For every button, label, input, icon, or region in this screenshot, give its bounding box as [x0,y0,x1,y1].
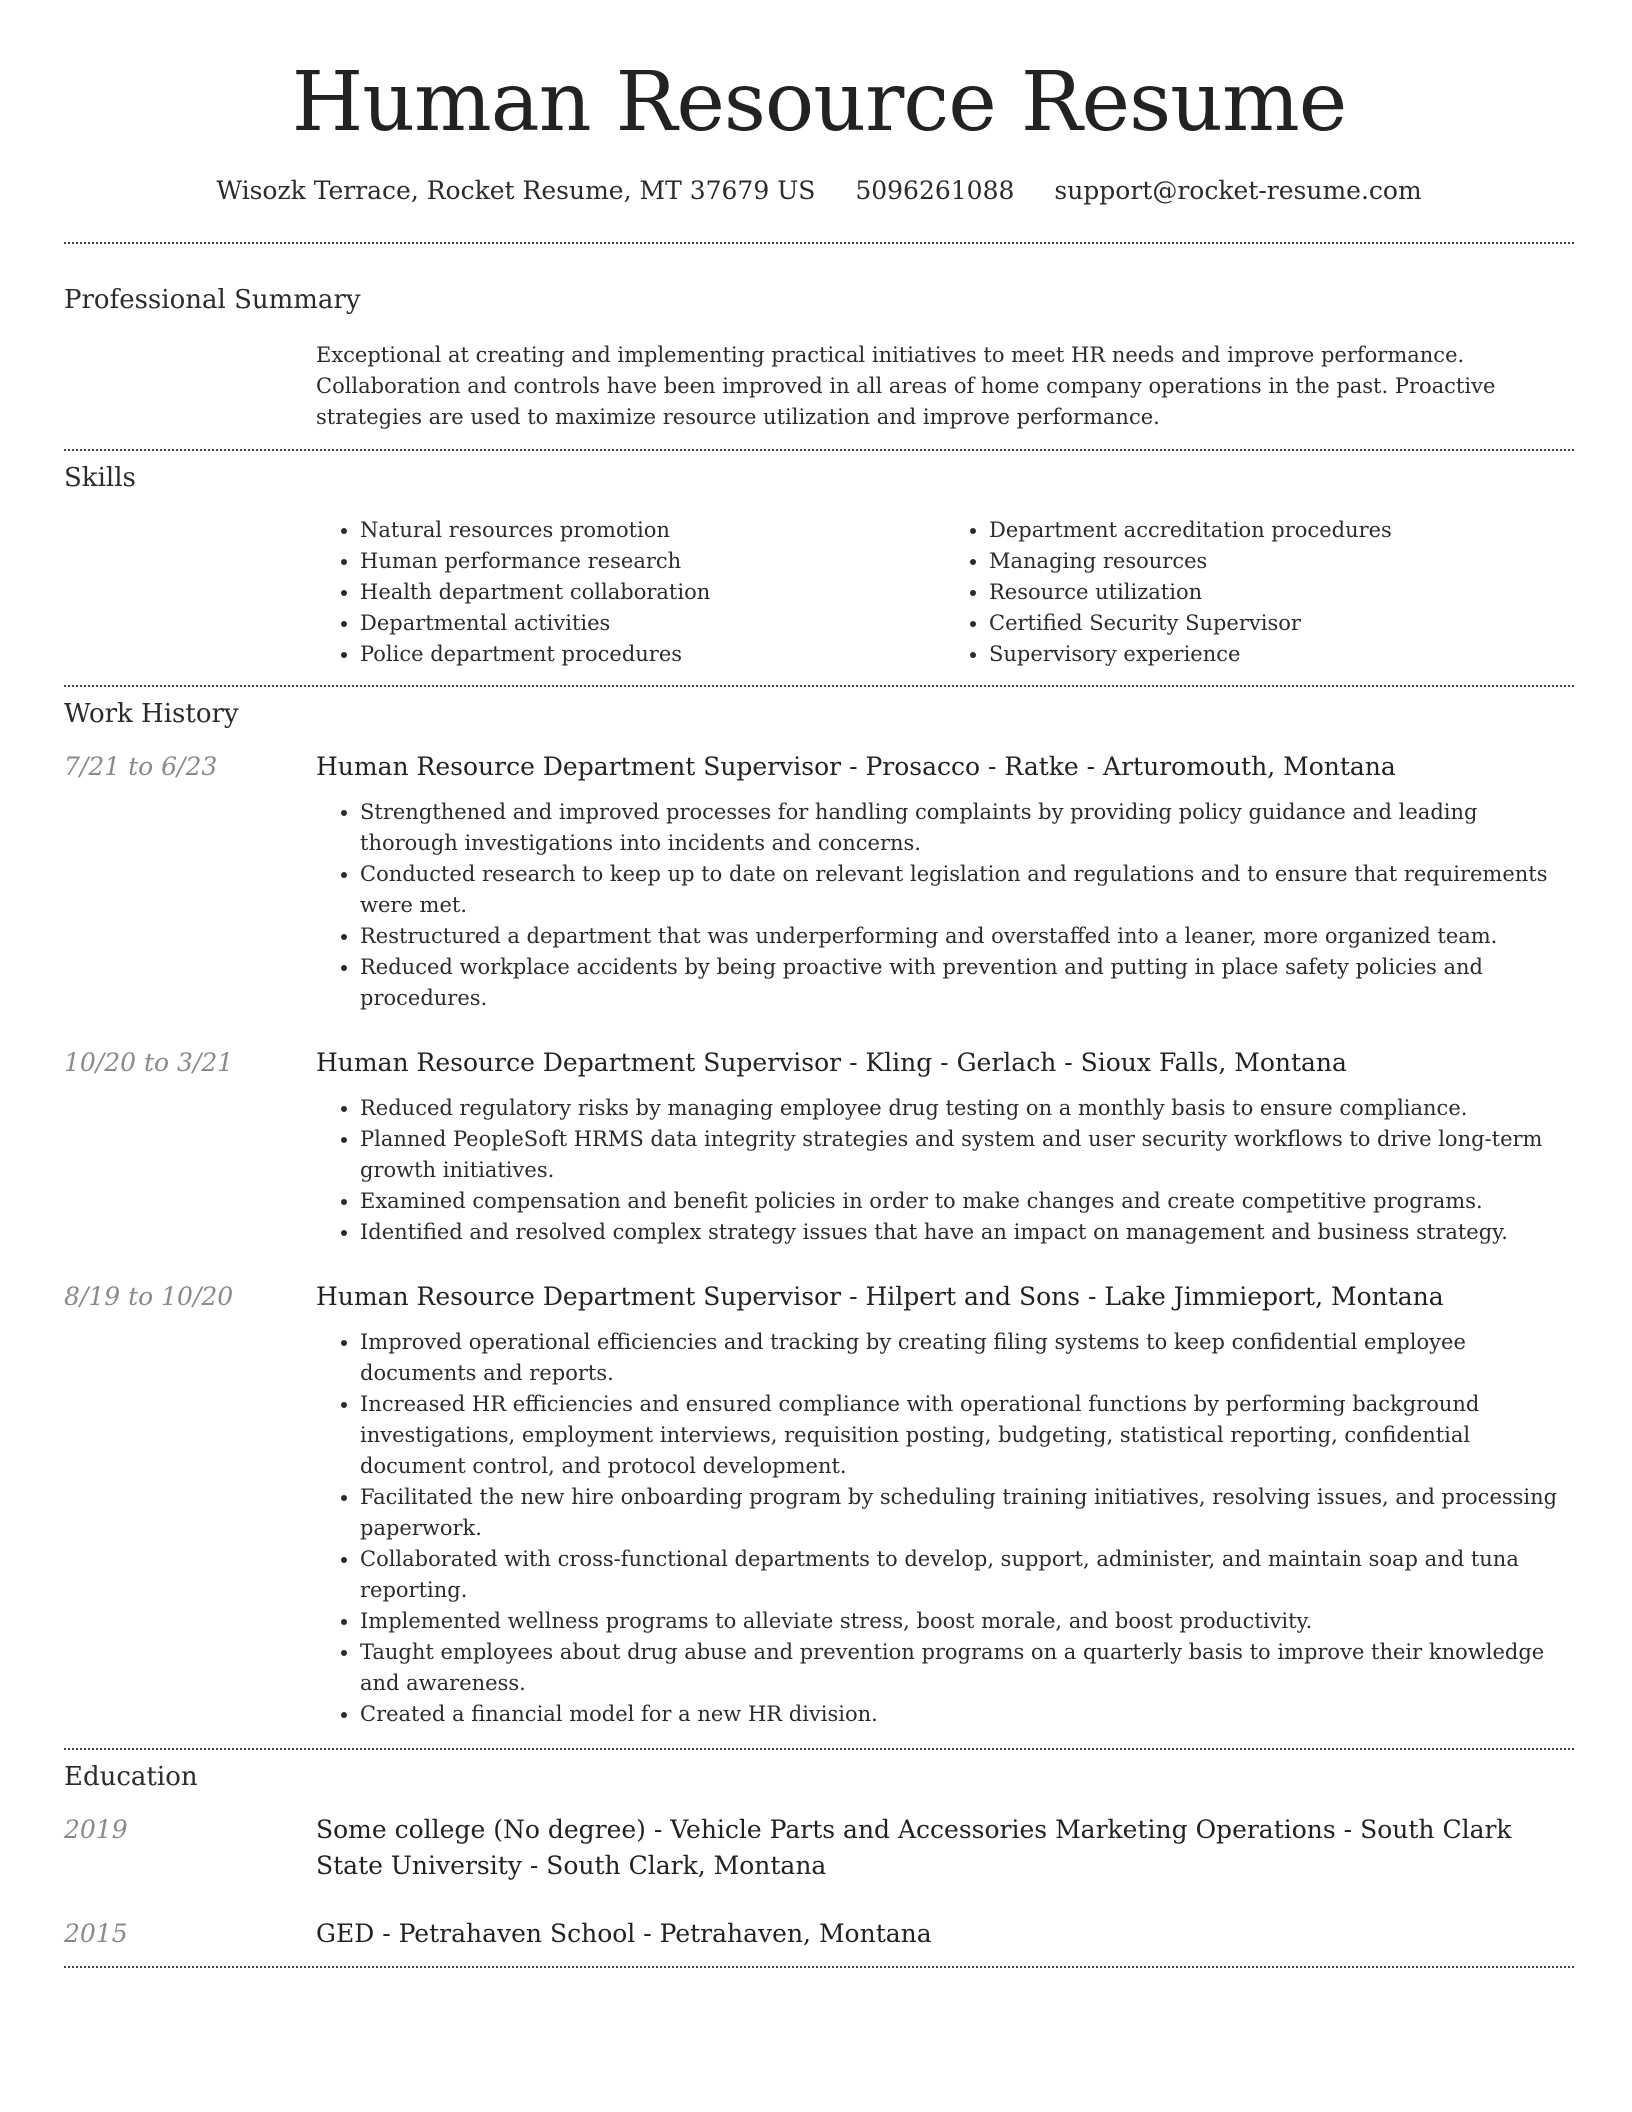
contact-phone: 5096261088 [855,176,1015,205]
resume-title: Human Resource Resume [291,55,1347,150]
job-dates: 8/19 to 10/20 [64,1282,234,1311]
education-year: 2019 [64,1815,128,1844]
list-item: • Conducted research to keep up to date on relevant legislation and regulations and to ensure that requirements were met. [360,859,1574,921]
list-item: • Facilitated the new hire onboarding program by scheduling training initiatives, resolving issues, and processing paperwork. [360,1482,1574,1544]
summary-section [316,340,1574,433]
list-item: • Natural resources promotion [360,515,945,546]
job-header [64,1279,1574,1315]
list-item: • Department accreditation procedures [989,515,1574,546]
job-title: Human Resource Department Supervisor - Kling - Gerlach - Sioux Falls, Montana [316,1048,1347,1077]
divider [64,242,1574,244]
list-item: • Increased HR efficiencies and ensured compliance with operational functions by performing background investigations, employment interviews, requisition posting, budgeting, statistical reporting, confidential document control, and protocol development. [360,1389,1574,1482]
list-item: • Reduced workplace accidents by being proactive with prevention and putting in place safety policies and procedures. [360,952,1574,1014]
list-item: • Resource utilization [989,577,1574,608]
skills-list-left [316,515,945,670]
list-item: • Certified Security Supervisor [989,608,1574,639]
education-entry [64,1812,1574,1884]
job-bullets [316,797,1574,1014]
resume-page [64,0,1574,1968]
contact-email: support@rocket-resume.com [1054,176,1422,205]
job-bullets [316,1327,1574,1730]
divider [64,685,1574,687]
job-header [64,1045,1574,1081]
list-item: • Managing resources [989,546,1574,577]
job-entry [64,1279,1574,1730]
contact-line [64,176,1574,205]
list-item: • Departmental activities [360,608,945,639]
list-item: • Health department collaboration [360,577,945,608]
list-item: • Improved operational efficiencies and tracking by creating filing systems to keep confidential employee documents and reports. [360,1327,1574,1389]
education-text: GED - Petrahaven School - Petrahaven, Montana [316,1919,932,1948]
divider [64,1748,1574,1750]
job-bullets [316,1093,1574,1248]
summary-text: Exceptional at creating and implementing practical initiatives to meet HR needs and improve performance. Collaboration and controls have been improved in all areas of home company operations in the past. Proactive strategies are used to maximize resource utilization and improve performance. [316,343,1496,429]
education-year: 2015 [64,1919,128,1948]
list-item: • Reduced regulatory risks by managing employee drug testing on a monthly basis to ensure compliance. [360,1093,1574,1124]
job-entry [64,1045,1574,1248]
job-title: Human Resource Department Supervisor - Hilpert and Sons - Lake Jimmieport, Montana [316,1282,1444,1311]
list-item: • Examined compensation and benefit policies in order to make changes and create competitive programs. [360,1186,1574,1217]
job-dates: 10/20 to 3/21 [64,1048,234,1077]
job-dates: 7/21 to 6/23 [64,752,218,781]
list-item: • Planned PeopleSoft HRMS data integrity strategies and system and user security workflows to drive long-term growth initiatives. [360,1124,1574,1186]
list-item: • Strengthened and improved processes for handling complaints by providing policy guidance and leading thorough investigations into incidents and concerns. [360,797,1574,859]
skills-list-right [945,515,1574,670]
list-item: • Police department procedures [360,639,945,670]
skills-section [316,515,1574,670]
work-heading: Work History [64,699,239,729]
list-item: • Human performance research [360,546,945,577]
list-item: • Implemented wellness programs to alleviate stress, boost morale, and boost productivity. [360,1606,1574,1637]
job-header [64,749,1574,785]
list-item: • Identified and resolved complex strategy issues that have an impact on management and business strategy. [360,1217,1574,1248]
summary-heading: Professional Summary [64,285,361,315]
list-item: • Restructured a department that was underperforming and overstaffed into a leaner, more organized team. [360,921,1574,952]
job-entry [64,749,1574,1014]
divider [64,1966,1574,1968]
list-item: • Created a financial model for a new HR division. [360,1699,1574,1730]
education-entry [64,1916,1574,1952]
list-item: • Collaborated with cross-functional departments to develop, support, administer, and maintain soap and tuna reporting. [360,1544,1574,1606]
education-heading: Education [64,1762,198,1792]
list-item: • Supervisory experience [989,639,1574,670]
education-text: Some college (No degree) - Vehicle Parts and Accessories Marketing Operations - South Clark State University - South Clark, Montana [316,1815,1512,1880]
divider [64,449,1574,451]
job-title: Human Resource Department Supervisor - Prosacco - Ratke - Arturomouth, Montana [316,752,1396,781]
skills-heading: Skills [64,463,136,493]
list-item: • Taught employees about drug abuse and prevention programs on a quarterly basis to improve their knowledge and awareness. [360,1637,1574,1699]
contact-address: Wisozk Terrace, Rocket Resume, MT 37679 US [216,176,816,205]
